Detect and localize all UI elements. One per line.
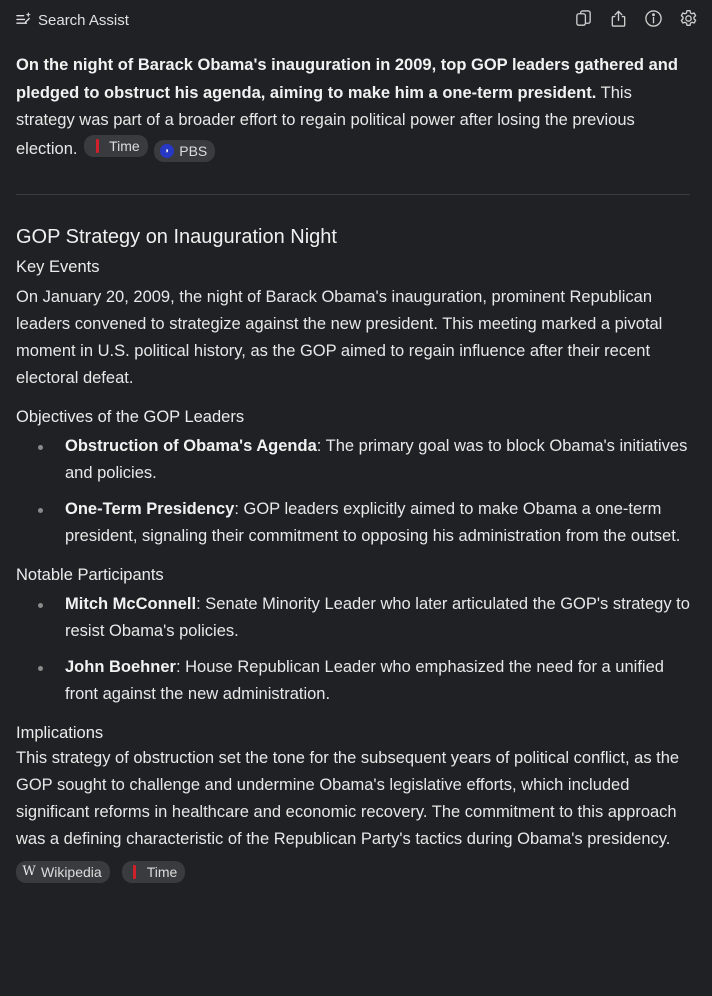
list-item-text: : House Republican Leader who emphasized the need for a unified front against the new administration. (65, 658, 664, 703)
toolbar (574, 9, 698, 28)
implications-heading: Implications (16, 724, 104, 742)
list-item-text: : GOP leaders explicitly aimed to make Obama a one-term president, signaling their commitment to opposing his administration from the outset. (65, 500, 681, 545)
list-item-term: Mitch McConnell (65, 595, 197, 613)
top-bar (0, 0, 712, 40)
source-chip-wikipedia[interactable] (16, 861, 110, 883)
list-item-term: Obstruction of Obama's Agenda (65, 437, 317, 455)
source-chip-label: PBS (179, 142, 208, 159)
source-chip-label: Time (146, 864, 178, 880)
article-section (16, 222, 692, 883)
summary-section (16, 52, 692, 163)
time-icon (90, 139, 104, 153)
page-title: Search Assist (38, 12, 129, 29)
article-title: GOP Strategy on Inauguration Night (16, 226, 337, 248)
divider (16, 194, 690, 195)
source-chip-time[interactable] (122, 861, 186, 883)
key-events-heading: Key Events (16, 258, 100, 276)
list-item (16, 591, 692, 645)
source-chip-label: Time (109, 137, 140, 154)
summary-text (16, 52, 692, 163)
sources-row (16, 861, 692, 883)
info-icon[interactable] (644, 9, 663, 28)
pbs-icon: ◗ (160, 144, 174, 158)
implications-text: This strategy of obstruction set the tone for the subsequent years of political conflict, as the GOP sought to challenge and undermine Obama's legislative efforts, which included significant reforms in healthcare and economic recovery. The commitment to this approach was a defining characteristic of the Republican Party's tactics during Obama's presidency. (16, 749, 680, 848)
copy-icon[interactable] (574, 9, 593, 28)
share-icon[interactable] (609, 9, 628, 28)
objectives-heading: Objectives of the GOP Leaders (16, 408, 245, 426)
list-item-text: : The primary goal was to block Obama's initiatives and policies. (65, 437, 688, 482)
time-icon (128, 865, 142, 879)
key-events-text: On January 20, 2009, the night of Barack Obama's inauguration, prominent Republican leaders convened to strategize against the new president. This meeting marked a pivotal moment in U.S. political history, as the GOP aimed to regain influence after their recent electoral defeat. (16, 288, 663, 387)
summary-bold-text: On the night of Barack Obama's inauguration in 2009, top GOP leaders gathered and pledged to obstruct his agenda, aiming to make him a one-term president. (16, 56, 678, 102)
participants-list (16, 591, 692, 708)
settings-gear-icon[interactable] (679, 9, 698, 28)
list-item (16, 433, 692, 487)
list-item-term: One-Term Presidency (65, 500, 235, 518)
source-chip-time[interactable] (84, 135, 148, 157)
wikipedia-icon: W (22, 864, 36, 879)
brand (16, 10, 129, 31)
source-chip-pbs[interactable] (154, 140, 215, 162)
participants-heading: Notable Participants (16, 566, 164, 584)
list-item-term: John Boehner (65, 658, 176, 676)
assist-sparkle-icon (16, 10, 33, 31)
source-chip-label: Wikipedia (41, 864, 102, 880)
summary-rest-text: This strategy was part of a broader effort to regain political power after losing the previous election. (16, 83, 635, 158)
list-item (16, 496, 692, 550)
list-item (16, 654, 692, 708)
list-item-text: : Senate Minority Leader who later articulated the GOP's strategy to resist Obama's policies. (65, 595, 690, 640)
objectives-list (16, 433, 692, 550)
